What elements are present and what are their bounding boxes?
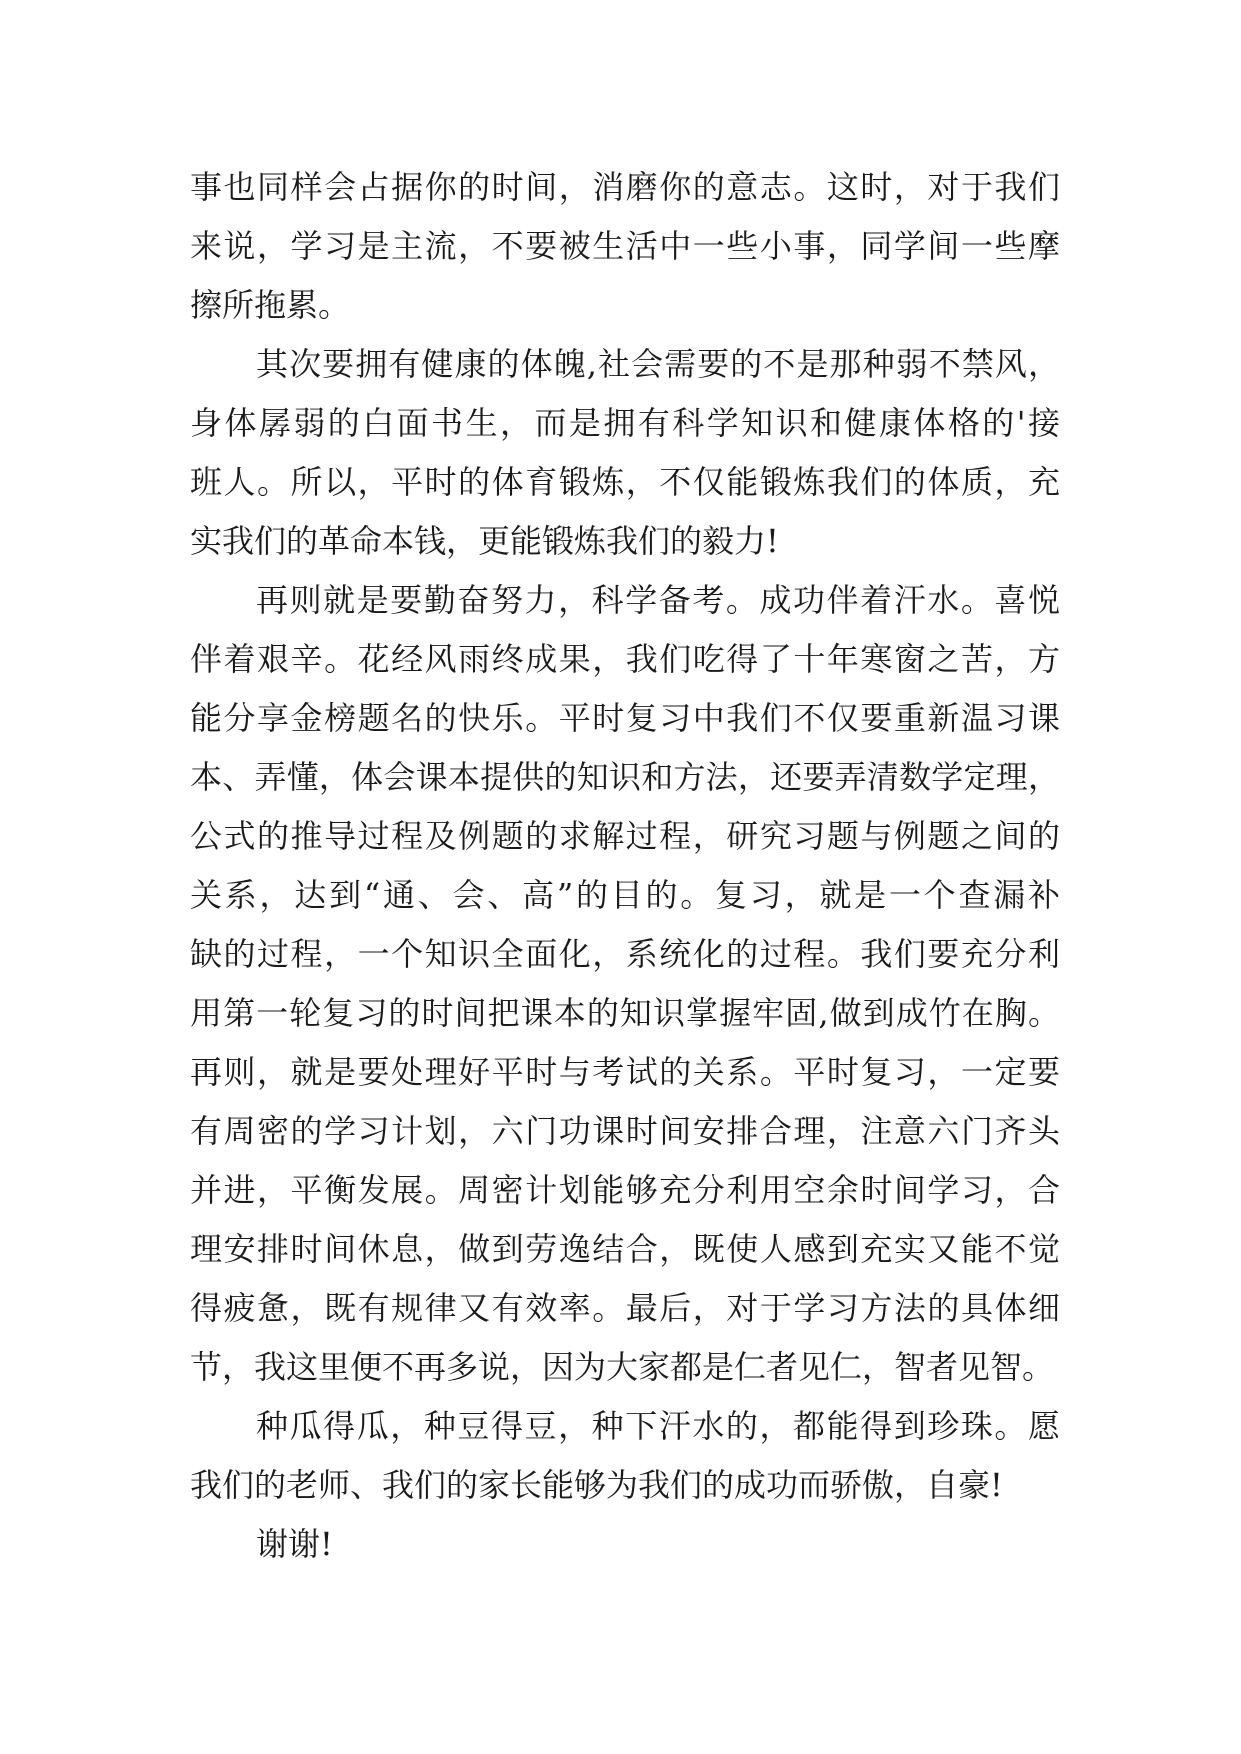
paragraph-line: 并进，平衡发展。周密计划能够充分利用空余时间学习，合 (190, 1171, 1060, 1209)
paragraph-line: 来说，学习是主流，不要被生活中一些小事，同学间一些摩 (190, 227, 1060, 265)
paragraph-line: 得疲惫，既有规律又有效率。最后，对于学习方法的具体细 (190, 1289, 1060, 1327)
paragraph-line: 身体孱弱的白面书生，而是拥有科学知识和健康体格的'接 (190, 404, 1060, 442)
paragraph-line: 实我们的革命本钱，更能锻炼我们的毅力! (190, 522, 779, 560)
paragraph-line: 本、弄懂，体会课本提供的知识和方法，还要弄清数学定理， (190, 758, 1060, 796)
paragraph-line: 擦所拖累。 (190, 286, 351, 324)
paragraph-line: 伴着艰辛。花经风雨终成果，我们吃得了十年寒窗之苦，方 (190, 640, 1060, 678)
paragraph-line: 种瓜得瓜，种豆得豆，种下汗水的，都能得到珍珠。愿 (256, 1407, 1060, 1445)
paragraph-line: 班人。所以，平时的体育锻炼，不仅能锻炼我们的体质，充 (190, 463, 1060, 501)
paragraph-line: 谢谢! (256, 1525, 333, 1563)
paragraph (190, 335, 1060, 571)
document-body (190, 158, 1060, 1574)
paragraph (190, 571, 1060, 1397)
paragraph-line: 节，我这里便不再多说，因为大家都是仁者见仁，智者见智。 (190, 1348, 1055, 1386)
paragraph-line: 用第一轮复习的时间把课本的知识掌握牢固,做到成竹在胸。 (190, 994, 1060, 1032)
paragraph (190, 1397, 1060, 1515)
paragraph-line: 理安排时间休息，做到劳逸结合，既使人感到充实又能不觉 (190, 1230, 1060, 1268)
paragraph (190, 1515, 1060, 1574)
paragraph (190, 158, 1060, 335)
paragraph-line: 公式的推导过程及例题的求解过程，研究习题与例题之间的 (190, 817, 1060, 855)
paragraph-line: 事也同样会占据你的时间，消磨你的意志。这时，对于我们 (190, 168, 1060, 206)
paragraph-line: 其次要拥有健康的体魄,社会需要的不是那种弱不禁风， (256, 345, 1060, 383)
paragraph-line: 再则，就是要处理好平时与考试的关系。平时复习，一定要 (190, 1053, 1060, 1091)
paragraph-line: 缺的过程，一个知识全面化，系统化的过程。我们要充分利 (190, 935, 1060, 973)
paragraph-line: 再则就是要勤奋努力，科学备考。成功伴着汗水。喜悦 (256, 581, 1060, 619)
paragraph-line: 我们的老师、我们的家长能够为我们的成功而骄傲，自豪! (190, 1466, 1003, 1504)
paragraph-line: 关系，达到“通、会、高”的目的。复习，就是一个查漏补 (190, 876, 1060, 914)
paragraph-line: 能分享金榜题名的快乐。平时复习中我们不仅要重新温习课 (190, 699, 1060, 737)
paragraph-line: 有周密的学习计划，六门功课时间安排合理，注意六门齐头 (190, 1112, 1060, 1150)
